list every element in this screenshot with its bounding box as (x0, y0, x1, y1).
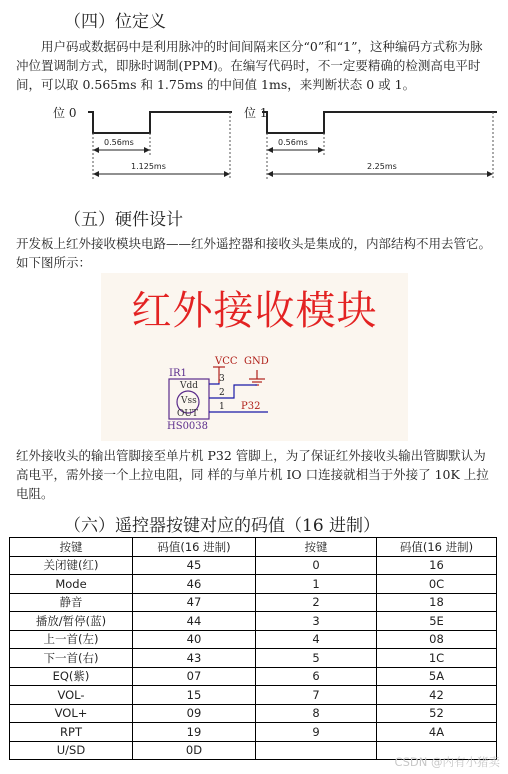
table-cell: 3 (256, 612, 377, 631)
table-cell: 9 (256, 723, 377, 742)
table-cell: 2 (256, 593, 377, 612)
table-cell: 1 (256, 575, 377, 594)
section-heading-bit-definition: （四）位定义 (64, 12, 166, 32)
ir-receiver-schematic (101, 273, 408, 441)
table-cell: 08 (377, 630, 497, 649)
pin-number-1: 1 (219, 402, 225, 412)
table-cell: 8 (256, 704, 377, 723)
column-header: 码值(16 进制) (377, 538, 497, 557)
bit0-label: 位 0 (53, 106, 77, 120)
table-cell: 40 (133, 630, 256, 649)
pin-out: OUT (177, 409, 198, 419)
table-cell: 45 (133, 556, 256, 575)
table-cell: 6 (256, 667, 377, 686)
table-cell: 07 (133, 667, 256, 686)
table-row (10, 575, 497, 594)
table-cell: 44 (133, 612, 256, 631)
table-row (10, 649, 497, 668)
gnd-label: GND (244, 356, 269, 367)
pullup-paragraph: 红外接收头的输出管脚接至单片机 P32 管脚上，为了保证红外接收头输出管脚默认为高电平，需外接一个上拉电阻，同 样的与单片机 IO 口连接就相当于外接了 10K 上拉电阻。 (16, 448, 489, 501)
bit1-label: 位 1 (244, 106, 268, 120)
table-cell: VOL+ (10, 704, 133, 723)
table-row (10, 686, 497, 705)
table-cell: 47 (133, 593, 256, 612)
table-cell: 43 (133, 649, 256, 668)
table-cell: RPT (10, 723, 133, 742)
bit1-low-duration: 0.56ms (278, 138, 308, 147)
table-cell: 4 (256, 630, 377, 649)
table-cell: 4A (377, 723, 497, 742)
table-cell: 19 (133, 723, 256, 742)
table-cell: 42 (377, 686, 497, 705)
table-cell: 播放/暂停(蓝) (10, 612, 133, 631)
table-header-row (10, 538, 497, 557)
table-cell: 5E (377, 612, 497, 631)
section-heading-key-codes: （六）遥控器按键对应的码值（16 进制） (64, 516, 381, 536)
table-cell: 5 (256, 649, 377, 668)
bit1-total-duration: 2.25ms (367, 162, 397, 171)
column-header: 按键 (10, 538, 133, 557)
table-cell: 15 (133, 686, 256, 705)
table-cell: 0 (256, 556, 377, 575)
column-header: 码值(16 进制) (133, 538, 256, 557)
table-row (10, 704, 497, 723)
pin-number-2: 2 (219, 388, 225, 398)
table-cell (256, 741, 377, 760)
hardware-paragraph: 开发板上红外接收模块电路——红外遥控器和接收头是集成的，内部结构不用去管它。如下图所示： (16, 236, 492, 270)
table-row (10, 630, 497, 649)
pin-vdd: Vdd (180, 381, 199, 391)
vdd-wire (209, 383, 219, 384)
table-cell: 0C (377, 575, 497, 594)
table-cell: VOL- (10, 686, 133, 705)
table-cell: 18 (377, 593, 497, 612)
table-cell: 46 (133, 575, 256, 594)
bit0-total-duration: 1.125ms (131, 162, 166, 171)
table-cell: 上一首(左) (10, 630, 133, 649)
table-cell: 1C (377, 649, 497, 668)
part-reference: IR1 (169, 368, 187, 379)
table-cell: EQ(紫) (10, 667, 133, 686)
pin-number-3: 3 (219, 374, 225, 384)
table-row (10, 556, 497, 575)
pin-vss: Vss (181, 396, 197, 406)
net-label-p32: P32 (241, 401, 261, 412)
table-row (10, 612, 497, 631)
table-cell: 5A (377, 667, 497, 686)
table-cell: 关闭键(红) (10, 556, 133, 575)
bit0-low-duration: 0.56ms (104, 138, 134, 147)
table-cell: Mode (10, 575, 133, 594)
table-cell: 7 (256, 686, 377, 705)
csdn-watermark: CSDN @内有小猪卖 (394, 755, 500, 769)
bit0-waveform (88, 112, 232, 133)
vss-wire (209, 385, 257, 398)
table-row (10, 667, 497, 686)
key-code-table (9, 537, 497, 760)
table-cell: 0D (133, 741, 256, 760)
table-cell: U/SD (10, 741, 133, 760)
table-row (10, 723, 497, 742)
table-cell: 09 (133, 704, 256, 723)
table-cell: 下一首(右) (10, 649, 133, 668)
vcc-label: VCC (215, 356, 238, 367)
table-row (10, 593, 497, 612)
bit1-waveform (262, 112, 497, 133)
table-cell: 16 (377, 556, 497, 575)
schematic-title: 红外接收模块 (131, 288, 378, 334)
column-header: 按键 (256, 538, 377, 557)
table-cell: 52 (377, 704, 497, 723)
table-cell: 静音 (10, 593, 133, 612)
part-number: HS0038 (167, 421, 209, 432)
bit-definition-paragraph: 用户码或数据码中是利用脉冲的时间间隔来区分“0”和“1”，这种编码方式称为脉冲位置调制方式，即脉时调制(PPM)。在编写代码时，不一定要精确的检测高电平时间，可以取 0.565ms 和 1.75ms 的中间值 1ms，来判断状态 0 或 1。 (16, 39, 483, 92)
section-heading-hardware: （五）硬件设计 (64, 210, 183, 230)
